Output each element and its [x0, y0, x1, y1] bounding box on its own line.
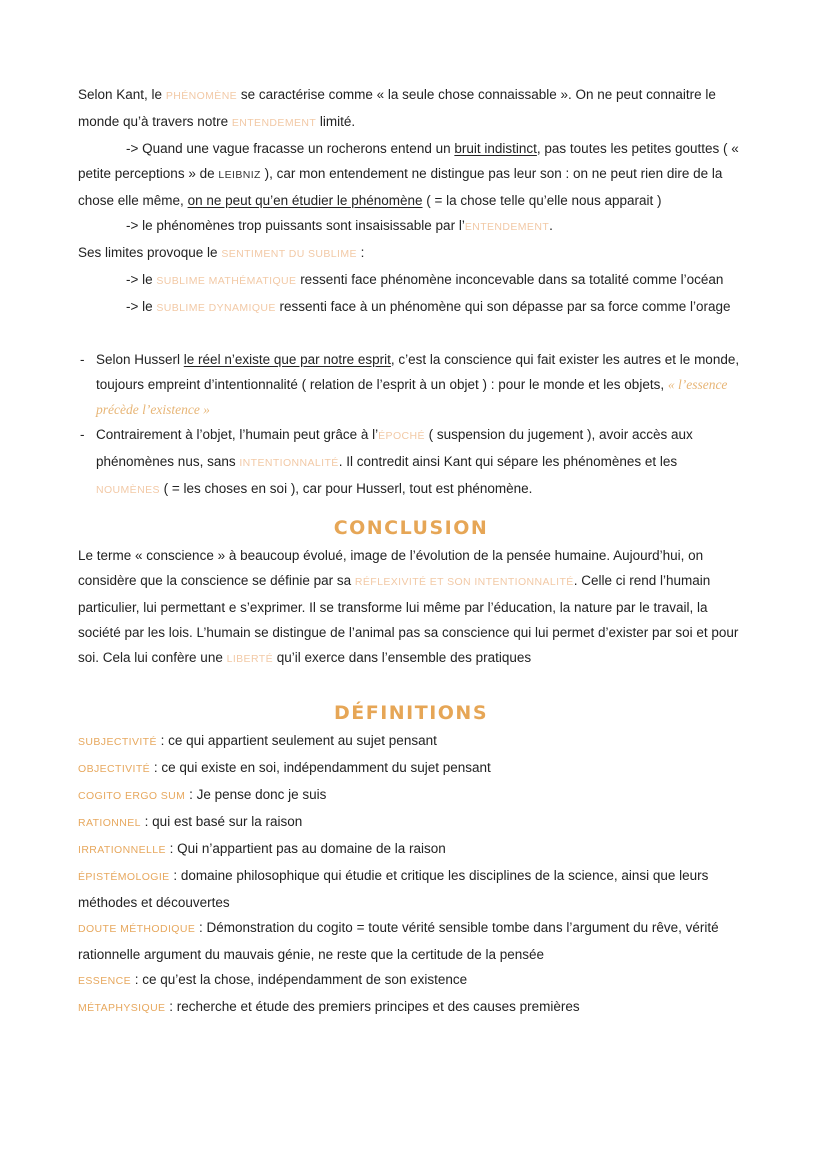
keyword: RÉFLEXIVITÉ ET SON INTENTIONNALITÉ	[354, 576, 574, 588]
text: . Celle ci rend l’humain particulier, lui permettant e s’exprimer. Il se transforme lui même par l’éducation, la nature par le travail, la société par les lois. L’humain se distingue de l’animal pas sa conscience qui lui permet d’exister par soi et pour soi. Cela lui confère une	[78, 573, 739, 665]
text: , pas toutes les petites gouttes ( « petite perceptions » de	[78, 141, 739, 181]
keyword: ÉPOCHÉ	[378, 430, 425, 442]
keyword: SUBLIME MATHÉMATIQUE	[156, 275, 297, 287]
text: Selon Husserl	[96, 352, 184, 367]
definition-item	[78, 728, 744, 755]
text: -> le phénomènes trop puissants sont insaisissable par l’	[126, 218, 465, 233]
definition-term: RATIONNEL	[78, 817, 141, 829]
text: , c’est la conscience qui fait exister les autres et le monde, toujours empreint d’intentionnalité ( relation de l’esprit à un objet ) : pour le monde et les objets,	[96, 352, 740, 392]
keyword: SENTIMENT DU SUBLIME	[221, 248, 357, 260]
definition-term: DOUTE MÉTHODIQUE	[78, 923, 196, 935]
definition-text: : ce qui appartient seulement au sujet pensant	[156, 733, 437, 748]
definition-item	[78, 863, 744, 915]
definition-term: OBJECTIVITÉ	[78, 763, 151, 775]
kant-line	[78, 240, 744, 267]
kant-example-paragraph	[78, 136, 744, 213]
keyword: NOUMÈNES	[96, 484, 160, 496]
kant-line	[78, 294, 744, 321]
definition-text: : Démonstration du cogito = toute vérité sensible tombe dans l’argument du rêve, vérité rationnelle argument du mauvais génie, ne reste que la certitude de la pensée	[78, 920, 719, 962]
kant-paragraph	[78, 82, 744, 136]
text: qu’il exerce dans l’ensemble des pratiques	[272, 650, 532, 665]
definition-item	[78, 836, 744, 863]
definition-text: : qui est basé sur la raison	[140, 814, 303, 829]
kant-line	[78, 213, 744, 240]
text: ressenti face phénomène inconcevable dans sa totalité comme l’océan	[296, 272, 724, 287]
quote: « l’essence précède l’existence »	[96, 377, 728, 417]
definition-text: : ce qui existe en soi, indépendamment du sujet pensant	[150, 760, 491, 775]
text: ( = la chose telle qu’elle nous apparait )	[422, 193, 662, 208]
bullet-item	[78, 422, 744, 503]
definition-item	[78, 755, 744, 782]
definition-item	[78, 782, 744, 809]
text: . Il contredit ainsi Kant qui sépare les phénomènes et les	[338, 454, 678, 469]
definition-text: : Qui n’appartient pas au domaine de la raison	[165, 841, 446, 856]
text: ), car mon entendement ne distingue pas leur son : on ne peut rien dire de la chose elle même,	[78, 166, 723, 208]
definition-text: : domaine philosophique qui étudie et critique les disciplines de la science, ainsi que leurs méthodes et découvertes	[78, 868, 709, 910]
definition-term: MÉTAPHYSIQUE	[78, 1002, 166, 1014]
keyword: LIBERTÉ	[226, 653, 273, 665]
keyword: ENTENDEMENT	[231, 117, 317, 129]
definition-text: : Je pense donc je suis	[185, 787, 327, 802]
keyword: PHÉNOMÈNE	[165, 90, 238, 102]
bullet-item	[78, 347, 744, 422]
text: -> le	[126, 299, 157, 314]
kant-line	[78, 267, 744, 294]
definition-item	[78, 967, 744, 994]
spacer	[78, 321, 744, 347]
text: Le terme « conscience » à beaucoup évolué, image de l’évolution de la pensée humaine. Aujourd’hui, on considère que la conscience se définie par sa	[78, 548, 704, 588]
conclusion-heading: CONCLUSION	[333, 517, 489, 539]
conclusion-paragraph	[78, 543, 744, 672]
definition-term: COGITO ERGO SUM	[78, 790, 186, 802]
definition-item	[78, 915, 744, 967]
definitions-section	[78, 702, 744, 1021]
keyword: LEIBNIZ	[218, 169, 261, 181]
definition-term: ÉPISTÉMOLOGIE	[78, 871, 170, 883]
text: ressenti face à un phénomène qui son dépasse par sa force comme l’orage	[275, 299, 731, 314]
definition-term: SUBJECTIVITÉ	[78, 736, 157, 748]
text: limité.	[316, 114, 356, 129]
keyword: ENTENDEMENT	[464, 221, 550, 233]
text: se caractérise comme « la seule chose connaissable ». On ne peut connaitre le monde qu’à travers notre	[78, 87, 716, 129]
text: -> Quand une vague fracasse un rocherons entend un	[126, 141, 455, 156]
text: -> le	[126, 272, 157, 287]
underlined-text: bruit indistinct	[454, 141, 537, 156]
definitions-heading: DÉFINITIONS	[333, 702, 489, 724]
text: Ses limites provoque le	[78, 245, 222, 260]
definition-item	[78, 994, 744, 1021]
text: ( suspension du jugement ), avoir accès aux phénomènes nus, sans	[96, 427, 693, 469]
text: :	[356, 245, 365, 260]
text: Contrairement à l’objet, l’humain peut grâce à l’	[96, 427, 379, 442]
definition-term: ESSENCE	[78, 975, 131, 987]
kant-section	[78, 82, 744, 321]
underlined-text: le réel n’existe que par notre esprit	[183, 352, 391, 367]
definition-text: : recherche et étude des premiers principes et des causes premières	[165, 999, 580, 1014]
text: .	[549, 218, 553, 233]
text: ( = les choses en soi ), car pour Husserl, tout est phénomène.	[159, 481, 533, 496]
text: Selon Kant, le	[78, 87, 166, 102]
definition-term: IRRATIONNELLE	[78, 844, 166, 856]
conclusion-section	[78, 517, 744, 672]
keyword: INTENTIONNALITÉ	[239, 457, 339, 469]
definition-item	[78, 809, 744, 836]
husserl-section	[78, 347, 744, 503]
underlined-text: on ne peut qu’en étudier le phénomène	[187, 193, 423, 208]
keyword: SUBLIME DYNAMIQUE	[156, 302, 276, 314]
definition-text: : ce qu’est la chose, indépendamment de son existence	[130, 972, 468, 987]
